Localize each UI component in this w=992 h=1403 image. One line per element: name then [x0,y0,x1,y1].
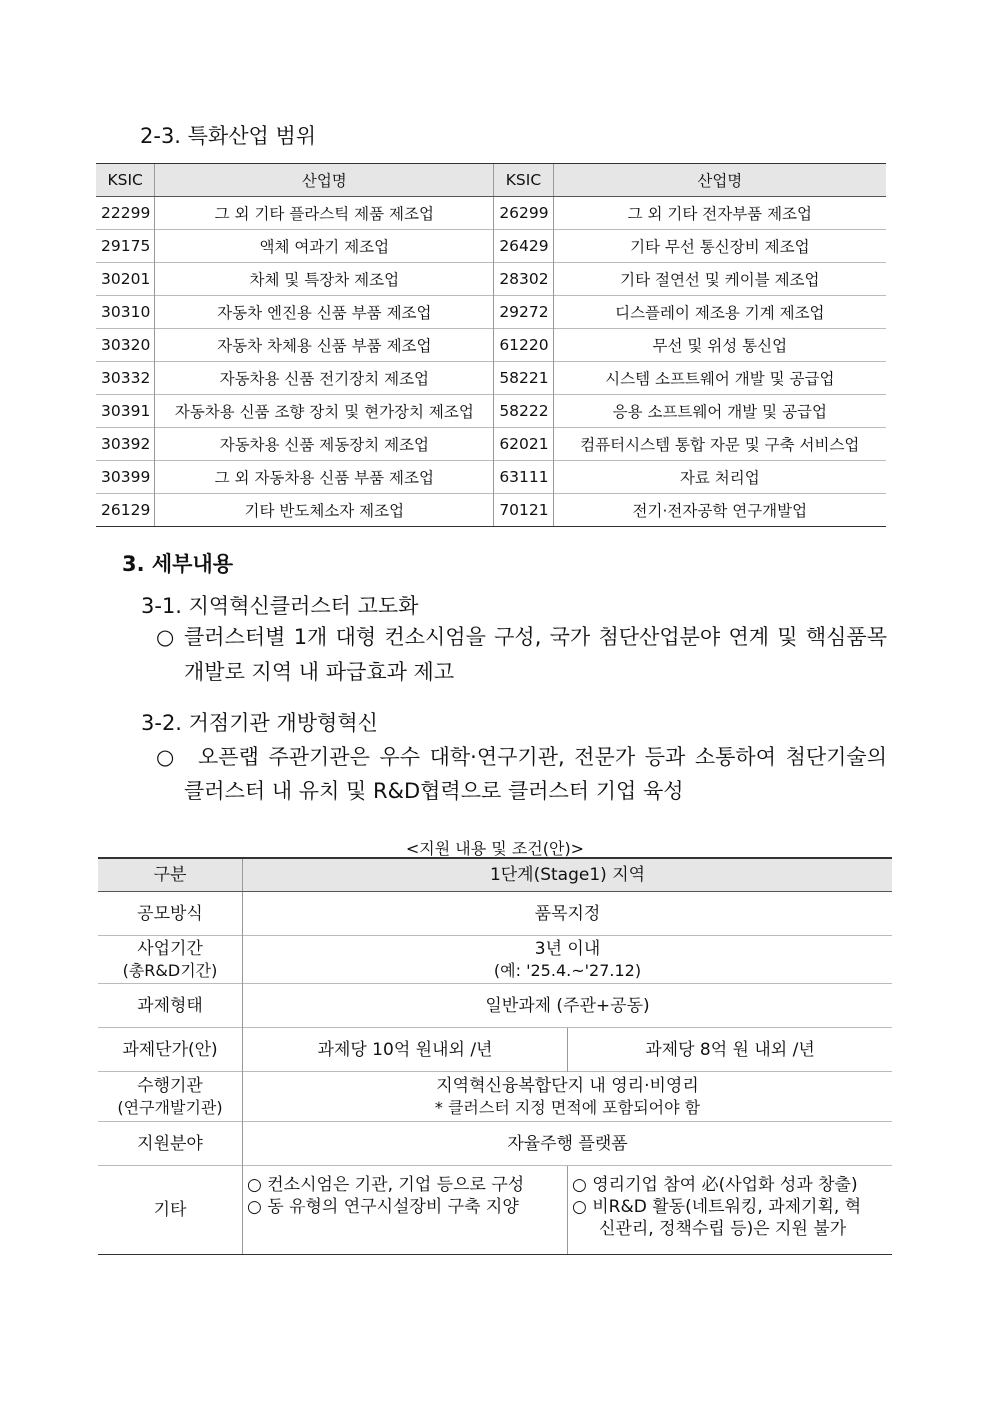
industry-name: 그 외 기타 전자부품 제조업 [553,197,886,230]
industry-name: 자동차용 신품 제동장치 제조업 [155,428,494,461]
industry-name: 그 외 자동차용 신품 부품 제조업 [155,461,494,494]
table-row [96,230,886,263]
ksic-code: 26299 [494,197,553,230]
row-label-line: 수행기관 [137,1075,203,1096]
section-2-3-heading: 2-3. 특화산업 범위 [140,124,317,148]
header-ksic-2: KSIC [494,164,553,197]
row-label: 과제형태 [98,984,243,1028]
bullet-icon: ○ [156,625,175,649]
industry-name: 액체 여과기 제조업 [155,230,494,263]
table-row [98,1122,892,1166]
ksic-code: 30391 [96,395,155,428]
ksic-code: 22299 [96,197,155,230]
row-label: 기타 [98,1166,243,1255]
industry-name: 그 외 기타 플라스틱 제품 제조업 [155,197,494,230]
ksic-code: 30320 [96,329,155,362]
ksic-code: 61220 [494,329,553,362]
table-row [98,1166,892,1255]
industry-name: 기타 절연선 및 케이블 제조업 [553,263,886,296]
table-row [98,1072,892,1122]
industry-name: 자료 처리업 [553,461,886,494]
bullet-line: 신관리, 정책수립 등)은 지원 불가 [599,1219,847,1239]
ksic-code: 30399 [96,461,155,494]
table-row [98,984,892,1028]
ksic-code: 29175 [96,230,155,263]
ksic-code: 26429 [494,230,553,263]
section-3-1-heading: 3-1. 지역혁신클러스터 고도화 [141,594,419,618]
section-3-heading: 3. 세부내용 [122,552,234,576]
industry-name: 전기·전자공학 연구개발업 [553,494,886,527]
table-row [96,395,886,428]
table-row [96,263,886,296]
row-label: 지원분야 [98,1122,243,1166]
industry-name: 자동차용 신품 전기장치 제조업 [155,362,494,395]
bullet-icon: ○ [156,745,175,769]
industry-name: 기타 반도체소자 제조업 [155,494,494,527]
section-3-1-text-line1: 클러스터별 1개 대형 컨소시엄을 구성, 국가 첨단산업분야 연계 및 핵심품목 [184,625,887,649]
table-row [98,936,892,984]
row-value: 과제당 8억 원 내외 /년 [568,1028,893,1072]
bullet-line: ○ 동 유형의 연구시설장비 구축 지양 [247,1197,519,1217]
row-value: 일반과제 (주관+공동) [243,984,893,1028]
row-label [98,936,243,984]
table-row [98,1028,892,1072]
ksic-code: 30310 [96,296,155,329]
industry-name: 자동차용 신품 조향 장치 및 현가장치 제조업 [155,395,494,428]
industry-name: 차체 및 특장차 제조업 [155,263,494,296]
row-label-line: (연구개발기관) [117,1097,223,1117]
ksic-code: 30392 [96,428,155,461]
table-row [98,892,892,936]
row-value-line: (예: '25.4.~'27.12) [493,960,642,980]
industry-name: 시스템 소프트웨어 개발 및 공급업 [553,362,886,395]
table-row [96,461,886,494]
ksic-code: 58221 [494,362,553,395]
industry-name: 컴퓨터시스템 통합 자문 및 구축 서비스업 [553,428,886,461]
ksic-code: 58222 [494,395,553,428]
support-table-caption: <지원 내용 및 조건(안)> [405,839,585,858]
row-label [98,1072,243,1122]
header-category: 구분 [98,858,243,892]
bullet-line: ○ 컨소시엄은 기관, 기업 등으로 구성 [247,1175,525,1195]
industry-scope-table [96,163,886,527]
section-3-2-text-line1: 오픈랩 주관기관은 우수 대학·연구기관, 전문가 등과 소통하여 첨단기술의 [198,745,887,769]
row-value: 과제당 10억 원내외 /년 [243,1028,568,1072]
industry-name: 자동차 차체용 신품 부품 제조업 [155,329,494,362]
table-header-row [98,858,892,892]
row-label-line: 사업기간 [137,938,203,959]
row-value: 품목지정 [243,892,893,936]
ksic-code: 63111 [494,461,553,494]
header-industry-1: 산업명 [155,164,494,197]
row-value [243,1072,893,1122]
industry-name: 자동차 엔진용 신품 부품 제조업 [155,296,494,329]
row-label: 공모방식 [98,892,243,936]
industry-name: 기타 무선 통신장비 제조업 [553,230,886,263]
bullet-line: ○ 비R&D 활동(네트워킹, 과제기획, 혁 [572,1197,862,1217]
industry-name: 디스플레이 제조용 기계 제조업 [553,296,886,329]
support-conditions-table [98,857,892,1255]
table-row [96,296,886,329]
table-row [96,494,886,527]
row-value [243,936,893,984]
ksic-code: 70121 [494,494,553,527]
ksic-code: 29272 [494,296,553,329]
table-row [96,362,886,395]
table-header-row [96,164,886,197]
row-label: 과제단가(안) [98,1028,243,1072]
header-stage1: 1단계(Stage1) 지역 [243,858,893,892]
ksic-code: 28302 [494,263,553,296]
section-3-2-heading: 3-2. 거점기관 개방형혁신 [141,711,378,735]
row-value: 자율주행 플랫폼 [243,1122,893,1166]
ksic-code: 62021 [494,428,553,461]
section-3-1-text-line2: 개발로 지역 내 파급효과 제고 [184,660,455,684]
bullet-line: ○ 영리기업 참여 必(사업화 성과 창출) [572,1175,858,1195]
header-industry-2: 산업명 [553,164,886,197]
industry-name: 무선 및 위성 통신업 [553,329,886,362]
ksic-code: 30201 [96,263,155,296]
table-row [96,197,886,230]
industry-name: 응용 소프트웨어 개발 및 공급업 [553,395,886,428]
row-value-line: * 클러스터 지정 면적에 포함되어야 함 [434,1097,701,1117]
ksic-code: 26129 [96,494,155,527]
row-value [243,1166,568,1255]
section-3-2-text-line2: 클러스터 내 유치 및 R&D협력으로 클러스터 기업 육성 [184,779,684,803]
row-value [568,1166,893,1255]
ksic-code: 30332 [96,362,155,395]
table-row [96,329,886,362]
row-value-line: 지역혁신융복합단지 내 영리·비영리 [436,1075,699,1096]
row-value-line: 3년 이내 [534,938,601,959]
row-label-line: (총R&D기간) [122,960,218,980]
table-row [96,428,886,461]
header-ksic-1: KSIC [96,164,155,197]
